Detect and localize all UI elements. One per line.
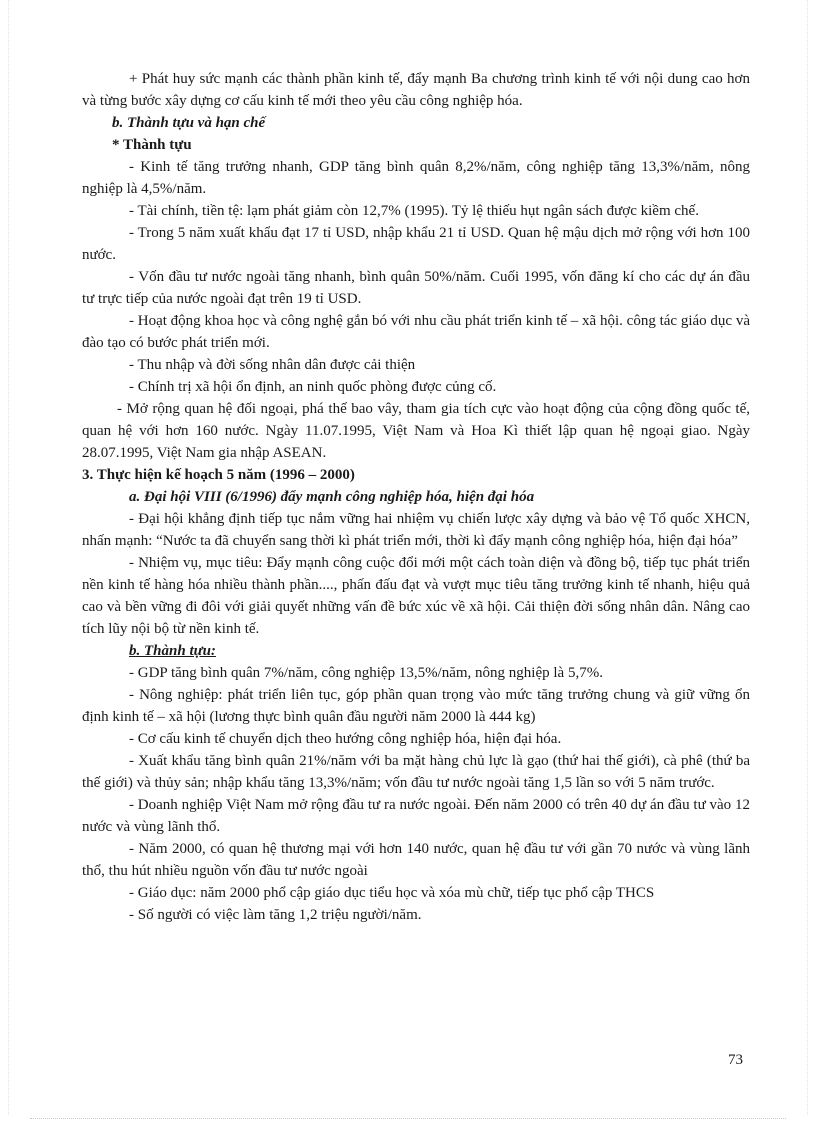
paragraph: - Hoạt động khoa học và công nghệ gắn bó với nhu cầu phát triển kinh tế – xã hội. công tác giáo dục và đào tạo có bước phát triển mới. (82, 313, 750, 351)
section-heading: b. Thành tựu và hạn chế (112, 115, 266, 131)
subsection-heading: b. Thành tựu: (129, 643, 216, 659)
page-border-left (8, 0, 9, 1115)
paragraph: - Số người có việc làm tăng 1,2 triệu người/năm. (129, 907, 422, 923)
paragraph: + Phát huy sức mạnh các thành phần kinh tế, đẩy mạnh Ba chương trình kinh tế với nội dung cao hơn và từng bước xây dựng cơ cấu kinh tế mới theo yêu cầu công nghiệp hóa. (82, 71, 750, 109)
paragraph: - Vốn đầu tư nước ngoài tăng nhanh, bình quân 50%/năm. Cuối 1995, vốn đăng kí cho các dự án đầu tư trực tiếp của nước ngoài đạt trên 19 tỉ USD. (82, 269, 750, 307)
section-heading: 3. Thực hiện kế hoạch 5 năm (1996 – 2000) (82, 467, 355, 483)
paragraph: - Chính trị xã hội ổn định, an ninh quốc phòng được củng cố. (129, 379, 497, 395)
paragraph: - GDP tăng bình quân 7%/năm, công nghiệp 13,5%/năm, nông nghiệp là 5,7%. (129, 665, 603, 681)
paragraph: - Xuất khẩu tăng bình quân 21%/năm với ba mặt hàng chủ lực là gạo (thứ hai thế giới), cà phê (thứ ba thế giới) và thủy sản; nhập khẩu tăng 13,3%/năm; vốn đầu tư nước ngoài tăng 1,5 lần so với 5 năm trước. (82, 753, 750, 791)
page-number: 73 (728, 1052, 743, 1068)
subsection-heading: * Thành tựu (112, 137, 192, 153)
paragraph: - Tài chính, tiền tệ: lạm phát giảm còn 12,7% (1995). Tỷ lệ thiếu hụt ngân sách được kiềm chế. (129, 203, 699, 219)
paragraph: - Giáo dục: năm 2000 phổ cập giáo dục tiểu học và xóa mù chữ, tiếp tục phổ cập THCS (129, 885, 655, 901)
paragraph: - Cơ cấu kinh tế chuyển dịch theo hướng công nghiệp hóa, hiện đại hóa. (129, 731, 562, 747)
page-border-right (807, 0, 808, 1115)
paragraph: - Mở rộng quan hệ đối ngoại, phá thế bao vây, tham gia tích cực vào hoạt động của cộng đồng quốc tế, quan hệ với hơn 160 nước. Ngày 11.07.1995, Việt Nam và Hoa Kì thiết lập quan hệ ngoại giao. Ngày 28.07.1995, Việt Nam gia nhập ASEAN. (82, 401, 750, 461)
subsection-heading: a. Đại hội VIII (6/1996) đẩy mạnh công nghiệp hóa, hiện đại hóa (129, 489, 535, 505)
paragraph: - Nhiệm vụ, mục tiêu: Đẩy mạnh công cuộc đổi mới một cách toàn diện và đồng bộ, tiếp tục phát triển nền kinh tế hàng hóa nhiều thành phần...., phấn đấu đạt và vượt mục tiêu tăng trưởng kinh tế nhanh, hiệu quả cao và bền vững đi đôi với giải quyết những vấn đề bức xúc về xã hội. Cải thiện đời sống nhân dân. Nâng cao tích lũy nội bộ từ nền kinh tế. (82, 555, 750, 637)
paragraph: - Doanh nghiệp Việt Nam mở rộng đầu tư ra nước ngoài. Đến năm 2000 có trên 40 dự án đầu tư vào 12 nước và vùng lãnh thổ. (82, 797, 750, 835)
paragraph: - Kinh tế tăng trưởng nhanh, GDP tăng bình quân 8,2%/năm, công nghiệp tăng 13,3%/năm, nông nghiệp là 4,5%/năm. (82, 159, 750, 197)
document-page (82, 68, 750, 926)
paragraph: - Đại hội khẳng định tiếp tục nắm vững hai nhiệm vụ chiến lược xây dựng và bảo vệ Tổ quốc XHCN, nhấn mạnh: “Nước ta đã chuyển sang thời kì phát triển mới, thời kì đẩy mạnh công nghiệp hóa, hiện đại hóa” (82, 511, 750, 549)
page-bottom-border (30, 1118, 786, 1119)
paragraph: - Thu nhập và đời sống nhân dân được cải thiện (129, 357, 416, 373)
paragraph: - Trong 5 năm xuất khẩu đạt 17 tỉ USD, nhập khẩu 21 tỉ USD. Quan hệ mậu dịch mở rộng với hơn 100 nước. (82, 225, 750, 263)
paragraph: - Nông nghiệp: phát triển liên tục, góp phần quan trọng vào mức tăng trưởng chung và giữ vững ổn định kinh tế – xã hội (lương thực bình quân đầu người năm 2000 là 444 kg) (82, 687, 750, 725)
paragraph: - Năm 2000, có quan hệ thương mại với hơn 140 nước, quan hệ đầu tư với gần 70 nước và vùng lãnh thổ, thu hút nhiều nguồn vốn đầu tư nước ngoài (82, 841, 750, 879)
